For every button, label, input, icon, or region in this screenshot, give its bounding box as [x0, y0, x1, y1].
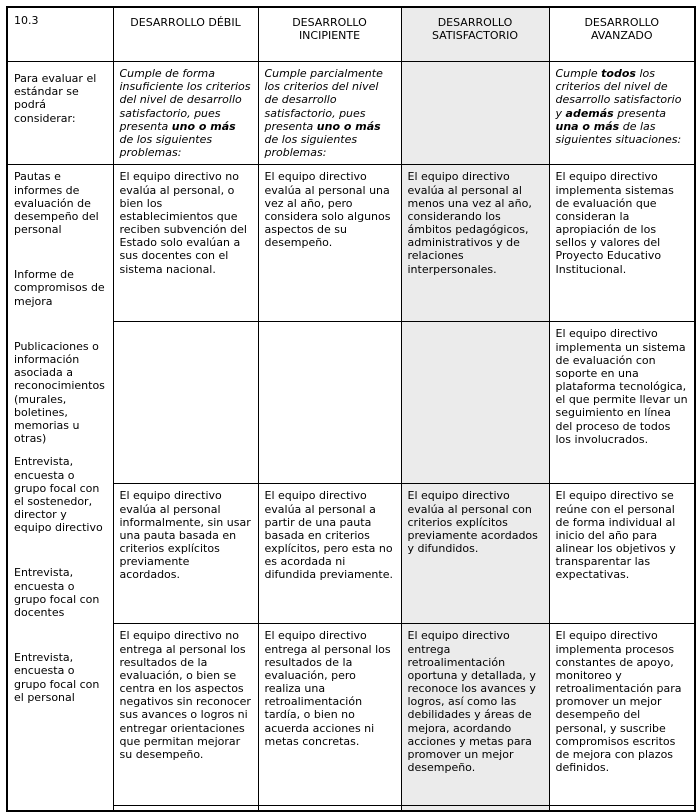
criteria-advanced-bold-1: todos: [601, 67, 636, 80]
column-header-advanced: DESARROLLO AVANZADO: [549, 7, 695, 62]
cell-advanced-1: El equipo directivo implementa sistemas de evaluación que consideran la apropiación de los sellos y valores del Proyecto Educativo Institucional.: [549, 165, 695, 322]
cell-weak-4: El equipo directivo no entrega al personal los resultados de la evaluación, o bien se centra en los aspectos negativos sin reconocer sus avances o logros ni entregar orientaciones que permitan mejorar su desempeño.: [113, 624, 258, 806]
criteria-incipient: [258, 62, 401, 165]
cell-incipient-2: [258, 322, 401, 484]
evidence-item: Informe de compromisos de mejora: [14, 268, 105, 308]
cell-incipient-4: El equipo directivo entrega al personal los resultados de la evaluación, pero realiza una retroalimentación tardía, o bien no acuerda acciones ni metas concretas.: [258, 624, 401, 806]
criteria-incipient-bold: uno o más: [316, 119, 381, 133]
cell-weak-2: [113, 322, 258, 484]
bottom-strip-weak: [113, 806, 258, 812]
cell-advanced-4: El equipo directivo implementa procesos constantes de apoyo, monitoreo y retroalimentación para promover un mejor desempeño del personal, y suscribe compromisos escritos de mejora con plazos definidos.: [549, 624, 695, 806]
criteria-weak-bold: uno o más: [171, 119, 236, 133]
criteria-advanced-text-3: presenta: [613, 106, 667, 120]
criteria-satisfactory-empty: [401, 62, 549, 165]
criteria-advanced-bold-2: además: [565, 106, 614, 120]
bottom-strip-advanced: [549, 806, 695, 812]
column-header-incipient: DESARROLLO INCIPIENTE: [258, 7, 401, 62]
cell-incipient-3: El equipo directivo evalúa al personal a partir de una pauta basada en criterios explícitos, pero esta no es acordada ni difundida previamente.: [258, 484, 401, 624]
criteria-row: [7, 62, 695, 165]
cell-weak-3: El equipo directivo evalúa al personal informalmente, sin usar una pauta basada en criterios explícitos previamente acordados.: [113, 484, 258, 624]
criteria-advanced-text-4: de las siguientes situaciones:: [555, 119, 682, 146]
evidence-item: Publicaciones o información asociada a reconocimientos (murales, boletines, memorias u otras): [14, 339, 105, 446]
evidence-item: Entrevista, encuesta o grupo focal con el personal: [14, 651, 100, 704]
cell-satisfactory-1: El equipo directivo evalúa al personal al menos una vez al año, considerando los ámbitos pedagógicos, administrativos y de relaciones interpersonales.: [401, 165, 549, 322]
criteria-advanced-bold-3: una o más: [555, 119, 620, 133]
cell-satisfactory-3: El equipo directivo evalúa al personal con criterios explícitos previamente acordados y difundidos.: [401, 484, 549, 624]
column-header-weak: DESARROLLO DÉBIL: [113, 7, 258, 62]
evidence-list-cell: [7, 165, 113, 812]
cell-weak-1: El equipo directivo no evalúa al personal, o bien los establecimientos que reciben subvención del Estado solo evalúan a sus docentes con el sistema nacional.: [113, 165, 258, 322]
cell-satisfactory-2: [401, 322, 549, 484]
rubric-table: [6, 6, 696, 812]
cell-satisfactory-4: El equipo directivo entrega retroalimentación oportuna y detallada, y reconoce los avances y logros, así como las debilidades y áreas de mejora, acordando acciones y metas para promover un mejor desempeño.: [401, 624, 549, 806]
header-row: [7, 7, 695, 62]
table-row: [7, 165, 695, 322]
cell-advanced-2: El equipo directivo implementa un sistema de evaluación con soporte en una plataforma tecnológica, el que permite llevar un seguimiento en línea del proceso de todos los involucrados.: [549, 322, 695, 484]
evidence-item: Entrevista, encuesta o grupo focal con docentes: [14, 566, 100, 619]
criteria-incipient-text-2: de los siguientes problemas:: [264, 132, 358, 160]
standard-code: 10.3: [7, 7, 113, 62]
cell-incipient-1: El equipo directivo evalúa al personal una vez al año, pero considera solo algunos aspectos de su desempeño.: [258, 165, 401, 322]
evidence-item: Entrevista, encuesta o grupo focal con el sostenedor, director y equipo directivo: [14, 455, 103, 535]
evidence-item: Pautas e informes de evaluación de desempeño del personal: [14, 170, 99, 237]
bottom-strip-incipient: [258, 806, 401, 812]
criteria-advanced: [549, 62, 695, 165]
bottom-strip-satisfactory: [401, 806, 549, 812]
criteria-weak-text-2: de los siguientes problemas:: [119, 132, 213, 160]
criteria-weak-text: Cumple de forma insuficiente los criterios del nivel de desarrollo satisfactorio, pues presenta: [119, 67, 251, 133]
criteria-advanced-text-2: los criterios del nivel de desarrollo satisfactorio y: [555, 67, 682, 120]
criteria-incipient-text: Cumple parcialmente los criterios del nivel de desarrollo satisfactorio, pues presenta: [264, 67, 383, 133]
cell-advanced-3: El equipo directivo se reúne con el personal de forma individual al inicio del año para alinear los objetivos y transparentar las expectativas.: [549, 484, 695, 624]
column-header-satisfactory: DESARROLLO SATISFACTORIO: [401, 7, 549, 62]
evidence-intro: Para evaluar el estándar se podrá considerar:: [7, 62, 113, 165]
criteria-advanced-text: Cumple: [555, 67, 602, 80]
criteria-weak: [113, 62, 258, 165]
